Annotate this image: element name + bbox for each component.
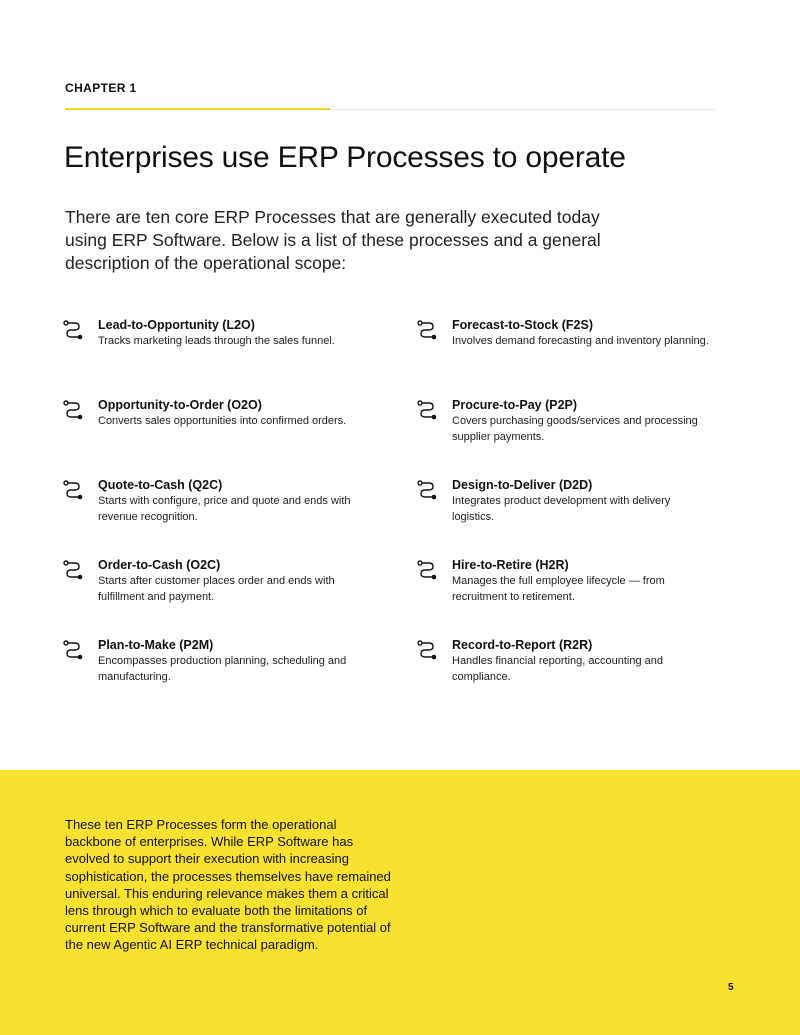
process-desc: Tracks marketing leads through the sales funnel. xyxy=(98,335,335,347)
process-desc: Encompasses production planning, scheduling and manufacturing. xyxy=(98,655,347,683)
process-name: Lead-to-Opportunity (L2O) xyxy=(98,318,255,332)
header-accent-rule xyxy=(65,108,330,110)
process-name: Record-to-Report (R2R) xyxy=(452,638,593,652)
process-item xyxy=(62,557,416,637)
process-desc: Involves demand forecasting and inventory planning. xyxy=(452,335,709,347)
process-name: Procure-to-Pay (P2P) xyxy=(452,398,578,412)
route-icon xyxy=(62,559,84,581)
route-icon xyxy=(416,639,438,661)
route-icon xyxy=(62,319,84,341)
process-grid xyxy=(62,317,762,717)
process-name: Quote-to-Cash (Q2C) xyxy=(98,478,223,492)
process-desc: Covers purchasing goods/services and processing supplier payments. xyxy=(452,415,698,443)
route-icon xyxy=(62,639,84,661)
process-item xyxy=(416,637,762,717)
route-icon xyxy=(62,479,84,501)
route-icon xyxy=(416,319,438,341)
process-name: Forecast-to-Stock (F2S) xyxy=(452,318,593,332)
route-icon xyxy=(416,559,438,581)
process-name: Hire-to-Retire (H2R) xyxy=(452,558,569,572)
summary-paragraph: These ten ERP Processes form the operational backbone of enterprises. While ERP Software has evolved to support their execution with increasing sophistication, the processes themselves have remained universal. This enduring relevance makes them a critical lens through which to evaluate both the limitations of current ERP Software and the transformative potential of the new Agentic AI ERP technical paradigm. xyxy=(65,817,391,953)
page-number: 5 xyxy=(728,982,734,993)
process-name: Order-to-Cash (O2C) xyxy=(98,558,221,572)
process-name: Opportunity-to-Order (O2O) xyxy=(98,398,262,412)
process-item xyxy=(62,397,416,477)
intro-paragraph: There are ten core ERP Processes that are generally executed today using ERP Software. Below is a list of these processes and a general description of the operational scope: xyxy=(65,207,601,273)
process-item xyxy=(62,317,416,397)
route-icon xyxy=(416,479,438,501)
process-desc: Integrates product development with delivery logistics. xyxy=(452,495,671,523)
route-icon xyxy=(62,399,84,421)
process-name: Design-to-Deliver (D2D) xyxy=(452,478,593,492)
process-desc: Converts sales opportunities into confirmed orders. xyxy=(98,415,347,427)
process-desc: Handles financial reporting, accounting and compliance. xyxy=(452,655,663,683)
route-icon xyxy=(416,399,438,421)
page-title: Enterprises use ERP Processes to operate xyxy=(64,141,626,174)
process-name: Plan-to-Make (P2M) xyxy=(98,638,214,652)
process-item xyxy=(416,477,762,557)
process-item xyxy=(416,557,762,637)
process-desc: Starts after customer places order and ends with fulfillment and payment. xyxy=(98,575,335,603)
process-item xyxy=(62,637,416,717)
process-item xyxy=(416,397,762,477)
process-item xyxy=(416,317,762,397)
process-desc: Manages the full employee lifecycle — from recruitment to retirement. xyxy=(452,575,665,603)
chapter-label: CHAPTER 1 xyxy=(65,81,137,95)
process-item xyxy=(62,477,416,557)
process-desc: Starts with configure, price and quote and ends with revenue recognition. xyxy=(98,495,351,523)
